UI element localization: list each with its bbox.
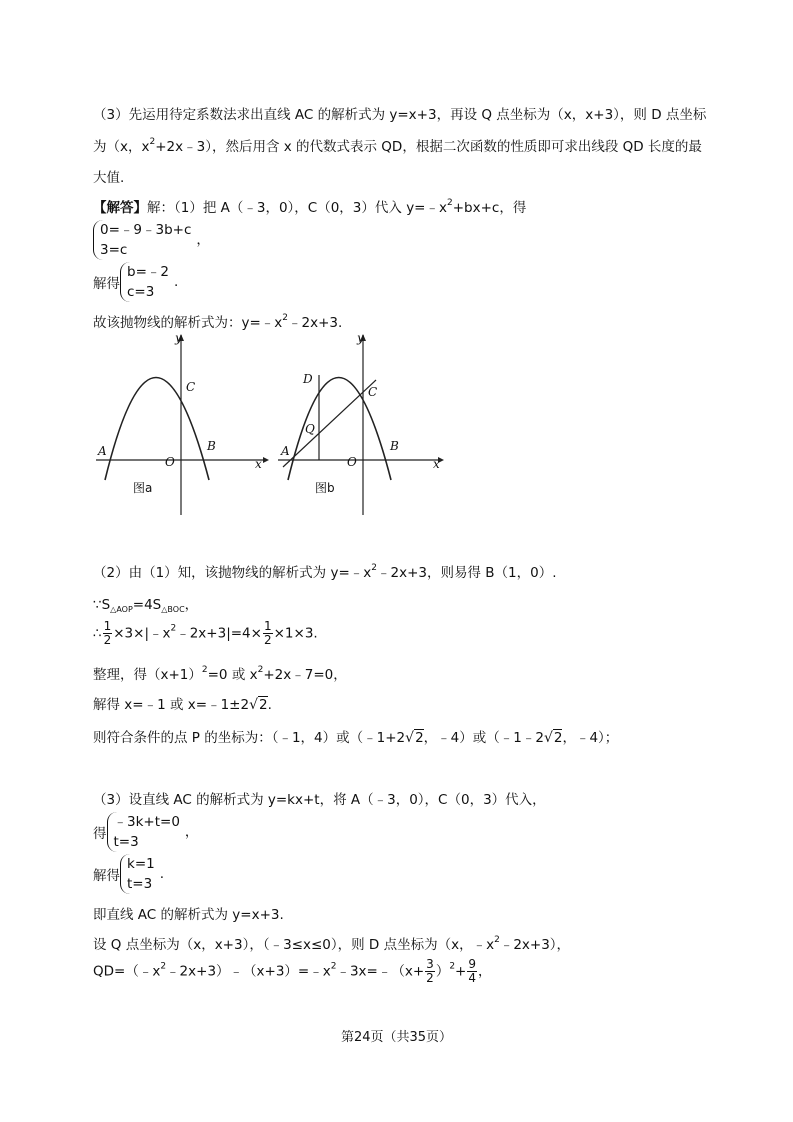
label-y-b: y [357, 331, 364, 345]
part2-line-3: ∴ $\frac{1}{2}$ $\times 3\times|﹣x^2﹣2x+3|=4\times$ $\frac{1}{2}$ ×1×3. [93, 619, 318, 647]
part3-line-6: $QD=(﹣x^2﹣2x+3)﹣(x+3)=﹣x^2﹣3x=﹣(x+$ $\frac{3}{2}$ ）$^2$+ $\frac{9}{4}$ ， [93, 957, 492, 985]
part2-line-4: 整理，得$(x+1)^2=0$ 或 $x^2+2x﹣7=0$， [93, 665, 347, 683]
label-x-a: x [255, 457, 262, 471]
label-C-a: C [186, 380, 196, 394]
label-C-b: C [368, 385, 378, 399]
solution-system-3: 解得 k=1 t=3 . [93, 856, 165, 892]
label-A-b: A [281, 444, 290, 458]
answer-line-1: 【解答】解：（1）把 A（﹣3，0），C（0，3）代入 $y=﹣x^2+bx+c$，得 [93, 198, 527, 216]
intro-line-2: 为（x，$x^2+2x﹣3$），然后用含 x 的代数式表示 QD，根据二次函数的性质即可求出线段 QD 长度的最 [93, 137, 702, 155]
label-A-a: A [98, 444, 107, 458]
label-Q-b: Q [305, 422, 315, 436]
part3-line-5: 设 Q 点坐标为（x，x+3），（﹣3≤x≤0），则 D 点坐标为（x，$﹣x^2﹣2x+3$）， [93, 935, 571, 953]
equation-system-1: 0=﹣9﹣3b+c 3=c ， [93, 220, 210, 260]
label-O-b: O [347, 455, 357, 469]
intro-line-3: 大值. [93, 170, 125, 186]
fig-b-caption: 图b [315, 481, 335, 495]
page-footer: 第24页（共35页） [340, 1030, 453, 1045]
part2-line-5: 解得 x=﹣1 或 x=﹣1±2√2. [93, 697, 272, 713]
figure-a [96, 331, 269, 515]
intro-line-1: （3）先运用待定系数法求出直线 AC 的解析式为 y=x+3，再设 Q 点坐标为（x，x+3），则 D 点坐标 [93, 107, 707, 123]
part2-line-2: $\because S_{\triangle AOP}=4S_{\triangle BOC}$， [93, 597, 199, 614]
label-y-a: y [175, 331, 182, 345]
part2-line-6: 则符合条件的点 P 的坐标为：（﹣1，4）或（﹣1+2√2，﹣4）或（﹣1﹣2√2，﹣4）； [93, 730, 619, 746]
equation-system-3: 得 ﹣3k+t=0 t=3 ， [93, 814, 199, 850]
fig-a-caption: 图a [133, 481, 153, 495]
label-O-a: O [165, 455, 175, 469]
label-B-b: B [390, 439, 399, 453]
parabola-figure [93, 330, 453, 520]
part2-line-1: （2）由（1）知，该抛物线的解析式为 $y=﹣x^2﹣2x+3$，则易得 B（1，0）. [93, 563, 557, 581]
part3-line-1: （3）设直线 AC 的解析式为 y=kx+t，将 A（﹣3，0），C（0，3）代入， [93, 792, 546, 808]
solution-system-1: 解得 b=﹣2 c=3 . [93, 264, 179, 300]
label-x-b: x [433, 457, 440, 471]
figure-b [278, 331, 444, 515]
parabola-conclusion: 故该抛物线的解析式为：$y=﹣x^2﹣2x+3$. [93, 313, 343, 331]
part3-line-4: 即直线 AC 的解析式为 y=x+3. [93, 907, 284, 923]
label-D-b: D [303, 372, 313, 386]
label-B-a: B [207, 439, 216, 453]
